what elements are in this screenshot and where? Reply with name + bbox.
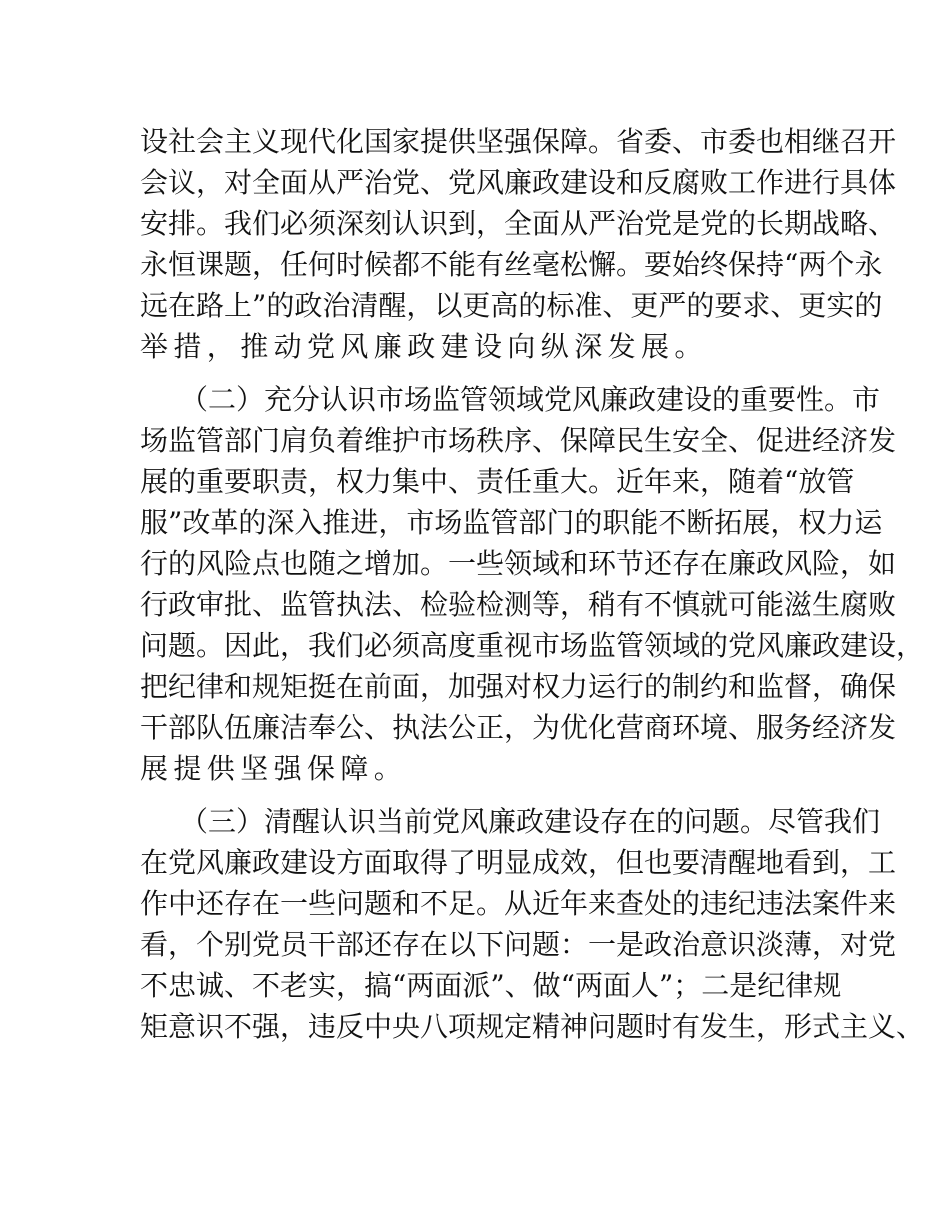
- text-line: 举措，推动党风廉政建设向纵深发展。: [140, 330, 708, 363]
- text-line: 场监管部门肩负着维护市场秩序、保障民生安全、促进经济发: [140, 424, 897, 457]
- section-heading-line: （三）清醒认识当前党风廉政建设存在的问题。尽管我们: [180, 805, 881, 838]
- paragraph-2: [140, 379, 925, 789]
- section-heading-line: （二）充分认识市场监管领域党风廉政建设的重要性。市: [180, 383, 881, 416]
- text-line: 展提供坚强保障。: [140, 752, 408, 785]
- text-line: 永恒课题，任何时候都不能有丝毫松懈。要始终保持“两个永: [140, 248, 883, 281]
- text-line: 作中还存在一些问题和不足。从近年来查处的违纪违法案件来: [140, 887, 897, 920]
- text-line: 行的风险点也随之增加。一些领域和环节还存在廉政风险，如: [140, 547, 897, 580]
- paragraph-1: [140, 121, 897, 367]
- text-line: 干部队伍廉洁奉公、执法公正，为优化营商环境、服务经济发: [140, 711, 897, 744]
- text-line: 远在路上”的政治清醒，以更高的标准、更严的要求、更实的: [140, 289, 883, 322]
- text-line: 行政审批、监管执法、检验检测等，稍有不慎就可能滋生腐败: [140, 588, 897, 621]
- text-line: 展的重要职责，权力集中、责任重大。近年来，随着“放管: [140, 465, 855, 498]
- text-line: 不忠诚、不老实，搞“两面派”、做“两面人”；二是纪律规: [140, 969, 842, 1002]
- document-page: [140, 121, 925, 1059]
- text-line: 服”改革的深入推进，市场监管部门的职能不断拓展，权力运: [140, 506, 883, 539]
- text-line: 设社会主义现代化国家提供坚强保障。省委、市委也相继召开: [140, 125, 897, 158]
- text-line: 把纪律和规矩挺在前面，加强对权力运行的制约和监督，确保: [140, 670, 897, 703]
- text-line: 问题。因此，我们必须高度重视市场监管领域的党风廉政建设，: [140, 629, 925, 662]
- text-line: 矩意识不强，违反中央八项规定精神问题时有发生，形式主义、: [140, 1010, 925, 1043]
- text-line: 安排。我们必须深刻认识到，全面从严治党是党的长期战略、: [140, 207, 897, 240]
- text-line: 会议，对全面从严治党、党风廉政建设和反腐败工作进行具体: [140, 166, 897, 199]
- text-line: 在党风廉政建设方面取得了明显成效，但也要清醒地看到，工: [140, 846, 897, 879]
- paragraph-3: [140, 801, 925, 1047]
- text-line: 看，个别党员干部还存在以下问题：一是政治意识淡薄，对党: [140, 928, 897, 961]
